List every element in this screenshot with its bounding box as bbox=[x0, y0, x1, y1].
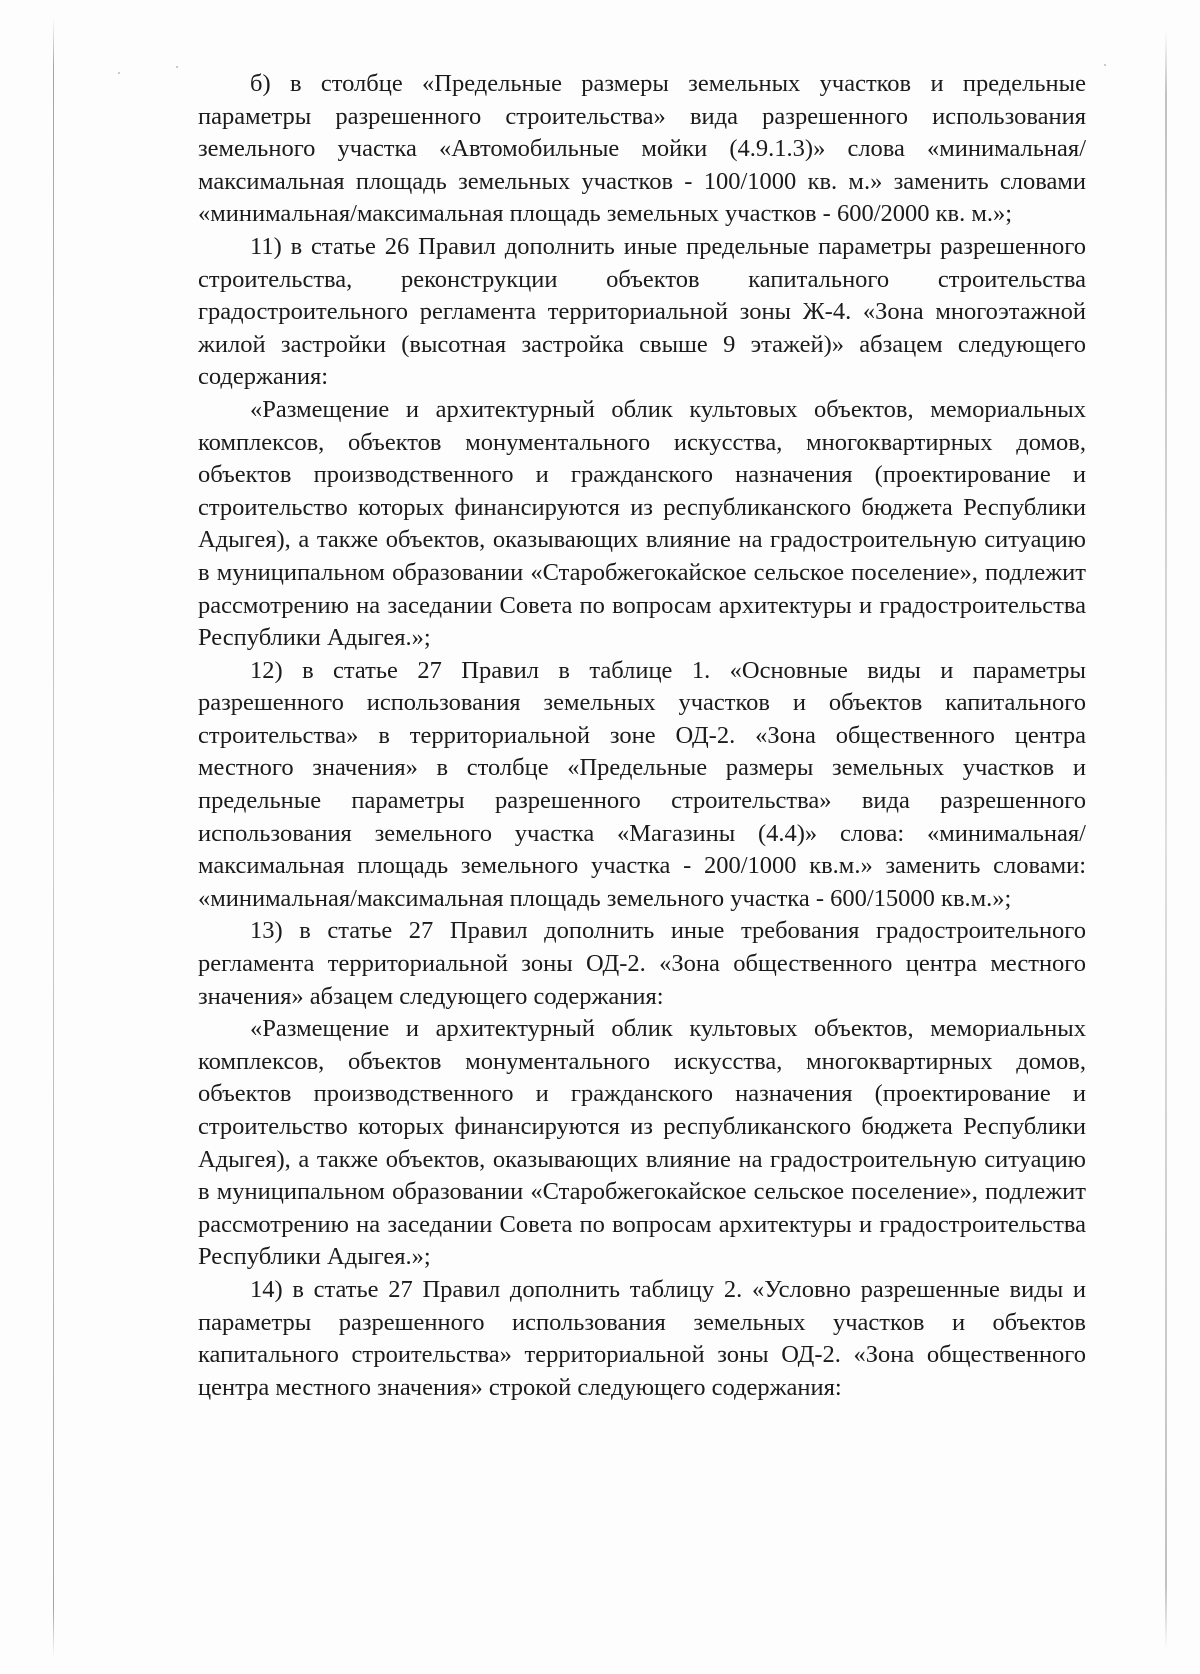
scan-speck bbox=[118, 72, 120, 74]
scan-edge-left bbox=[53, 18, 54, 1658]
scan-speck bbox=[1104, 64, 1106, 66]
scan-edge-right bbox=[1165, 30, 1167, 1650]
paragraph-quote-zh4: «Размещение и архитектурный облик культовых объектов, мемориальных комплексов, объектов монументального искусства, многоквартирных домов, объектов производственного и гражданского назначения (проектирование и строительство которых финансируются из республиканского бюджета Республики Адыгея), а также объектов, оказывающих влияние на градостроительную ситуацию в муниципальном образовании «Старобжегокайское сельское поселение», подлежит рассмотрению на заседании Совета по вопросам архитектуры и градостроительства Республики Адыгея.»; bbox=[198, 395, 1086, 652]
paragraph-14: 14) в статье 27 Правил дополнить таблицу 2. «Условно разрешенные виды и параметры разрешенного использования земельных участков и объектов капитального строительства» территориальной зоны ОД-2. «Зона общественного центра местного значения» строкой следующего содержания: bbox=[198, 1275, 1086, 1401]
paragraph-b-car-wash: б) в столбце «Предельные размеры земельных участков и предельные параметры разрешенного строительства» вида разрешенного использования земельного участка «Автомобильные мойки (4.9.1.3)» слова «минимальная/максимальная площадь земельных участков - 100/1000 кв. м.» заменить словами «минимальная/максимальная площадь земельных участков - 600/2000 кв. м.»; bbox=[198, 70, 1086, 228]
paragraph-12: 12) в статье 27 Правил в таблице 1. «Основные виды и параметры разрешенного использования земельных участков и объектов капитального строительства» в территориальной зоне ОД-2. «Зона общественного центра местного значения» в столбце «Предельные размеры земельных участков и предельные параметры разрешенного строительства» вида разрешенного использования земельного участка «Магазины (4.4)» слова: «минимальная/максимальная площадь земельного участка - 200/1000 кв.м.» заменить словами: «минимальная/максимальная площадь земельного участка - 600/15000 кв.м.»; bbox=[198, 656, 1086, 912]
scan-speck bbox=[176, 66, 178, 68]
document-body bbox=[198, 68, 1086, 1404]
paragraph-11: 11) в статье 26 Правил дополнить иные предельные параметры разрешенного строительства, реконструкции объектов капитального строительства градостроительного регламента территориальной зоны Ж-4. «Зона многоэтажной жилой застройки (высотная застройка свыше 9 этажей)» абзацем следующего содержания: bbox=[198, 232, 1086, 391]
paragraph-quote-od2: «Размещение и архитектурный облик культовых объектов, мемориальных комплексов, объектов монументального искусства, многоквартирных домов, объектов производственного и гражданского назначения (проектирование и строительство которых финансируются из республиканского бюджета Республики Адыгея), а также объектов, оказывающих влияние на градостроительную ситуацию в муниципальном образовании «Старобжегокайское сельское поселение», подлежит рассмотрению на заседании Совета по вопросам архитектуры и градостроительства Республики Адыгея.»; bbox=[198, 1015, 1086, 1271]
paragraph-13: 13) в статье 27 Правил дополнить иные требования градостроительного регламента территориальной зоны ОД-2. «Зона общественного центра местного значения» абзацем следующего содержания: bbox=[198, 917, 1086, 1010]
